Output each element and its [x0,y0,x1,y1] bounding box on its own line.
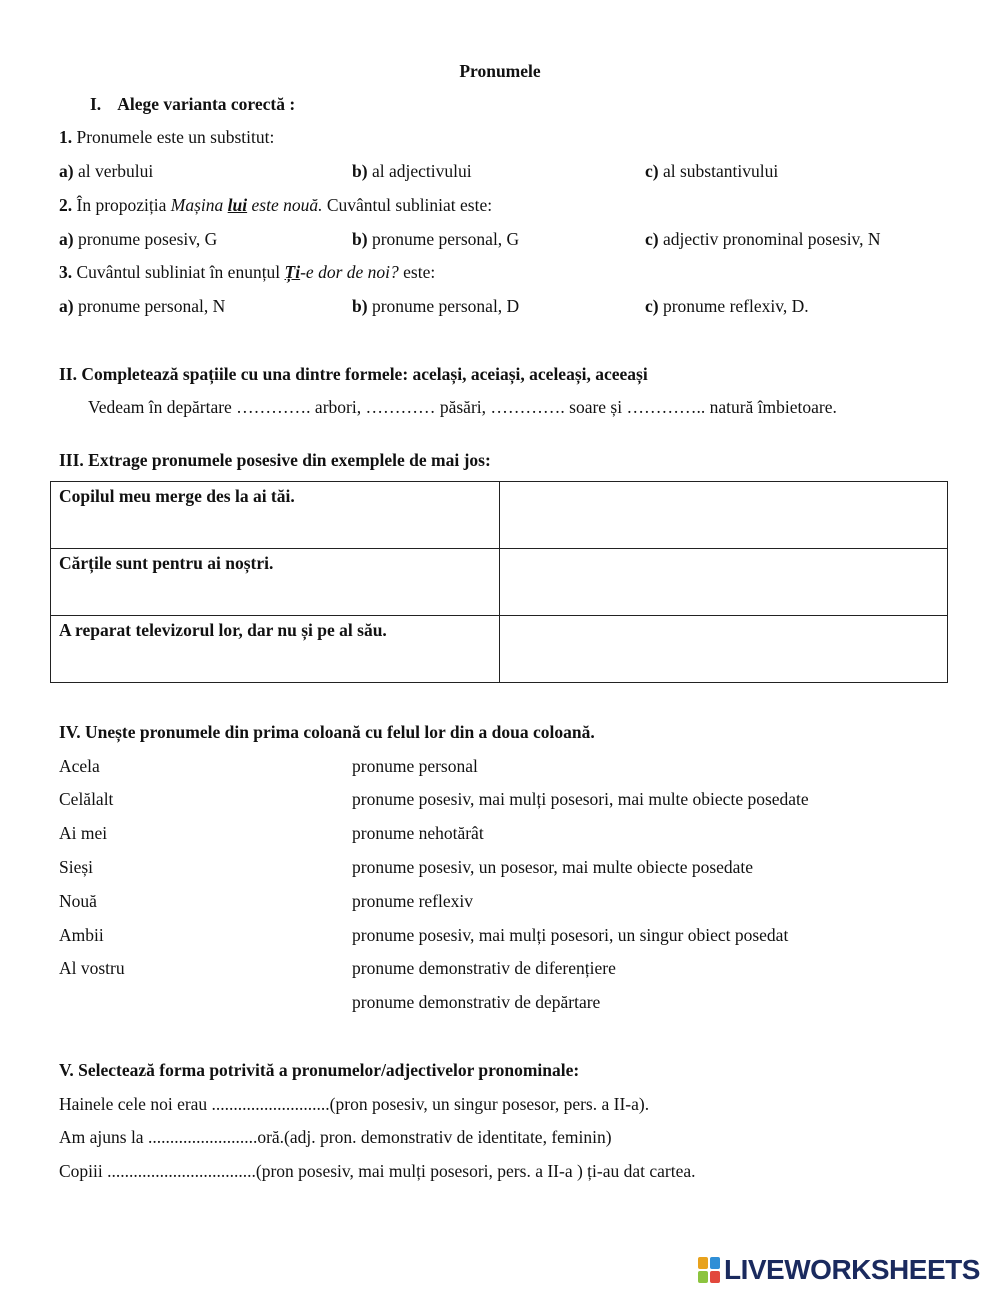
question-1-number: 1. [59,127,73,147]
question-3: 3. Cuvântul subliniat în enunțul Ți-e dor de noi? este: [59,262,436,282]
question-1-text: Pronumele este un substitut: [72,127,275,147]
answer-cell[interactable] [499,549,948,616]
match-right-item[interactable]: pronume nehotărât [352,823,484,843]
q3-underlined-word: Ți [284,262,301,282]
page-title: Pronumele [459,61,541,81]
section-1-title: Alege varianta corectă : [117,94,296,114]
q1-option-a[interactable]: a) al verbului [59,161,154,181]
section-5-heading: V. Selectează forma potrivită a pronumelor/adjectivelor pronominale: [59,1060,580,1080]
table-row [51,549,948,616]
extraction-table [50,481,948,683]
q2-option-b[interactable]: b) pronume personal, G [352,229,520,249]
match-right-item[interactable]: pronume personal [352,756,478,776]
table-row [51,482,948,549]
example-cell: Copilul meu merge des la ai tăi. [51,482,500,549]
match-left-item[interactable]: Ai mei [59,823,108,843]
section-4-heading: IV. Unește pronumele din prima coloană cu felul lor din a doua coloană. [59,722,595,742]
match-right-item[interactable]: pronume demonstrativ de depărtare [352,992,601,1012]
q3-option-b[interactable]: b) pronume personal, D [352,296,520,316]
answer-cell[interactable] [499,616,948,683]
match-right-item[interactable]: pronume demonstrativ de diferențiere [352,958,616,978]
match-right-item[interactable]: pronume posesiv, mai mulți posesori, mai multe obiecte posedate [352,789,809,809]
match-left-item[interactable]: Celălalt [59,789,114,809]
q1-option-c[interactable]: c) al substantivului [645,161,779,181]
match-left-item[interactable]: Ambii [59,925,104,945]
table-row [51,616,948,683]
section-1-number: I. [90,94,102,114]
match-left-item[interactable]: Nouă [59,891,97,911]
section-2-heading: II. Completează spațiile cu una dintre formele: același, aceiași, aceleași, aceeași [59,364,648,384]
match-right-item[interactable]: pronume posesiv, un posesor, mai multe obiecte posedate [352,857,754,877]
match-right-item[interactable]: pronume reflexiv [352,891,473,911]
q2-option-a[interactable]: a) pronume posesiv, G [59,229,218,249]
q2-option-c[interactable]: c) adjectiv pronominal posesiv, N [645,229,881,249]
q3-option-c[interactable]: c) pronume reflexiv, D. [645,296,809,316]
match-left-item[interactable]: Acela [59,756,100,776]
q2-underlined-word: lui [227,195,248,215]
match-right-item[interactable]: pronume posesiv, mai mulți posesori, un singur obiect posedat [352,925,789,945]
liveworksheets-logo [698,1256,980,1284]
question-1 [59,129,274,147]
logo-text: LIVEWORKSHEETS [724,1254,980,1285]
fill-line[interactable]: Copiii ..................................(pron posesiv, mai mulți posesori, pers. a II-a ) ți-au dat cartea. [59,1161,696,1181]
example-cell: Cărțile sunt pentru ai noștri. [51,549,500,616]
match-left-item[interactable]: Sieși [59,857,94,877]
q3-option-a[interactable]: a) pronume personal, N [59,296,226,316]
answer-cell[interactable] [499,482,948,549]
section-3-heading: III. Extrage pronumele posesive din exemplele de mai jos: [59,450,491,470]
q1-option-b[interactable]: b) al adjectivului [352,161,472,181]
liveworksheets-logo-icon [698,1257,720,1283]
example-cell: A reparat televizorul lor, dar nu și pe al său. [51,616,500,683]
question-2: 2. În propoziția Mașina lui este nouă. Cuvântul subliniat este: [59,195,493,215]
fill-line[interactable]: Am ajuns la .........................oră.(adj. pron. demonstrativ de identitate, feminin) [59,1127,612,1147]
match-left-item[interactable]: Al vostru [59,958,125,978]
fill-line[interactable]: Hainele cele noi erau ...........................(pron posesiv, un singur posesor, pers. a II-a). [59,1094,650,1114]
section-2-sentence[interactable]: Vedeam în depărtare …………. arbori, ………… păsări, …………. soare și ………….. natură îmbietoare. [88,397,837,417]
section-1-heading [90,96,295,114]
